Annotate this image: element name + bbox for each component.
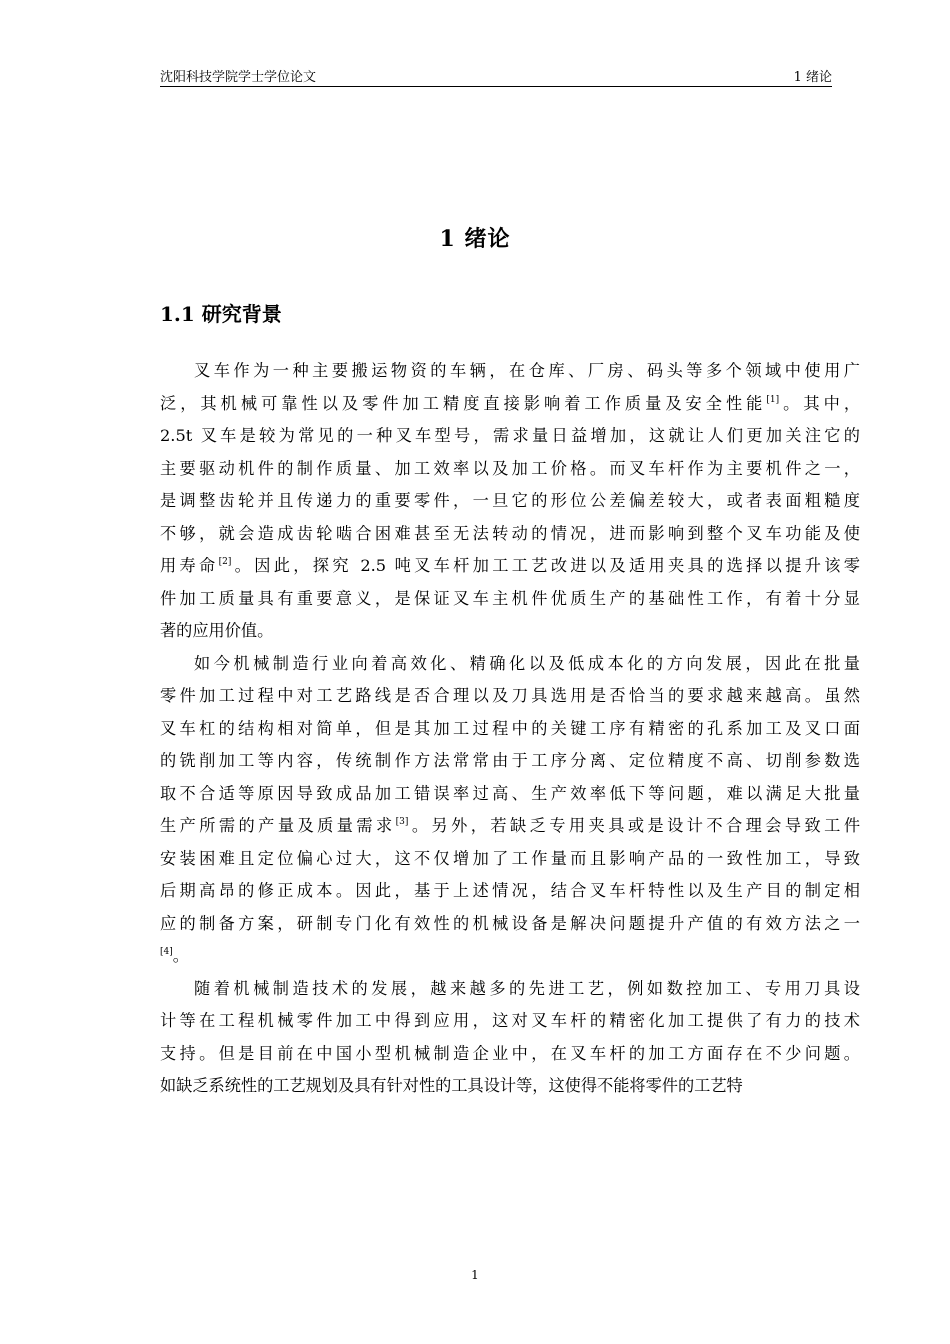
text-line: 泛，其机械可靠性以及零件加工精度直接影响着工作质量及安全性能[1]。其中，: [160, 393, 861, 413]
text-line: 主要驱动机件的制作质量、加工效率以及加工价格。而叉车杆作为主要机件之一，: [160, 458, 860, 478]
text-line: 是调整齿轮并且传递力的重要零件，一旦它的形位公差偏差较大，或者表面粗糙度: [160, 491, 860, 510]
text-line: 生产所需的产量及质量需求[3]。另外，若缺乏专用夹具或是设计不合理会导致工件: [160, 816, 861, 835]
body-text: [160, 355, 860, 1103]
text-line: 的铣削加工等内容，传统制作方法常常由于工序分离、定位精度不高、切削参数选: [160, 751, 860, 770]
paragraph: [160, 355, 860, 648]
page-number: 1: [471, 1268, 479, 1282]
text-line: 不够，就会造成齿轮啮合困难甚至无法转动的情况，进而影响到整个叉车功能及使: [160, 523, 860, 543]
page-header: [160, 66, 832, 87]
text-line: 应的制备方案，研制专门化有效性的机械设备是解决问题提升产值的有效方法之一: [160, 913, 860, 933]
paragraph: [160, 973, 860, 1103]
section-title: 1.1 研究背景: [160, 302, 282, 326]
text-line: 安装困难且定位偏心过大，这不仅增加了工作量而且影响产品的一致性加工，导致: [160, 848, 860, 868]
text-line: 零件加工过程中对工艺路线是否合理以及刀具选用是否恰当的要求越来越高。虽然: [160, 686, 860, 705]
header-chapter: 1 绪论: [793, 70, 832, 85]
paragraph: [160, 648, 860, 973]
text-line: 2.5t 叉车是较为常见的一种叉车型号，需求量日益增加，这就让人们更加关注它的: [160, 426, 860, 445]
text-line: 取不合适等原因导致成品加工错误率过高、生产效率低下等问题，难以满足大批量: [160, 783, 860, 803]
text-line: 随着机械制造技术的发展，越来越多的先进工艺，例如数控加工、专用刀具设: [194, 978, 860, 998]
text-line: 叉车杠的结构相对简单，但是其加工过程中的关键工序有精密的孔系加工及叉口面: [160, 718, 860, 738]
text-line: 件加工质量具有重要意义，是保证叉车主机件优质生产的基础性工作，有着十分显: [160, 588, 860, 608]
chapter-title: 1 绪论: [439, 226, 511, 252]
text-line: 如缺乏系统性的工艺规划及具有针对性的工具设计等，这使得不能将零件的工艺特: [160, 1076, 743, 1095]
text-line: 著的应用价值。: [160, 621, 274, 640]
text-line: [4]。: [160, 946, 189, 965]
text-line: 如今机械制造行业向着高效化、精确化以及低成本化的方向发展，因此在批量: [194, 653, 860, 673]
text-line: 后期高昂的修正成本。因此，基于上述情况，结合叉车杆特性以及生产目的制定相: [160, 881, 860, 900]
text-line: 叉车作为一种主要搬运物资的车辆，在仓库、厂房、码头等多个领域中使用广: [194, 361, 860, 380]
header-thesis-title: 沈阳科技学院学士学位论文: [160, 70, 317, 85]
text-line: 计等在工程机械零件加工中得到应用，这对叉车杆的精密化加工提供了有力的技术: [160, 1011, 860, 1030]
text-line: 支持。但是目前在中国小型机械制造企业中，在叉车杆的加工方面存在不少问题。: [160, 1043, 860, 1063]
text-line: 用寿命[2]。因此，探究 2.5 吨叉车杆加工工艺改进以及适用夹具的选择以提升该零: [160, 556, 860, 575]
